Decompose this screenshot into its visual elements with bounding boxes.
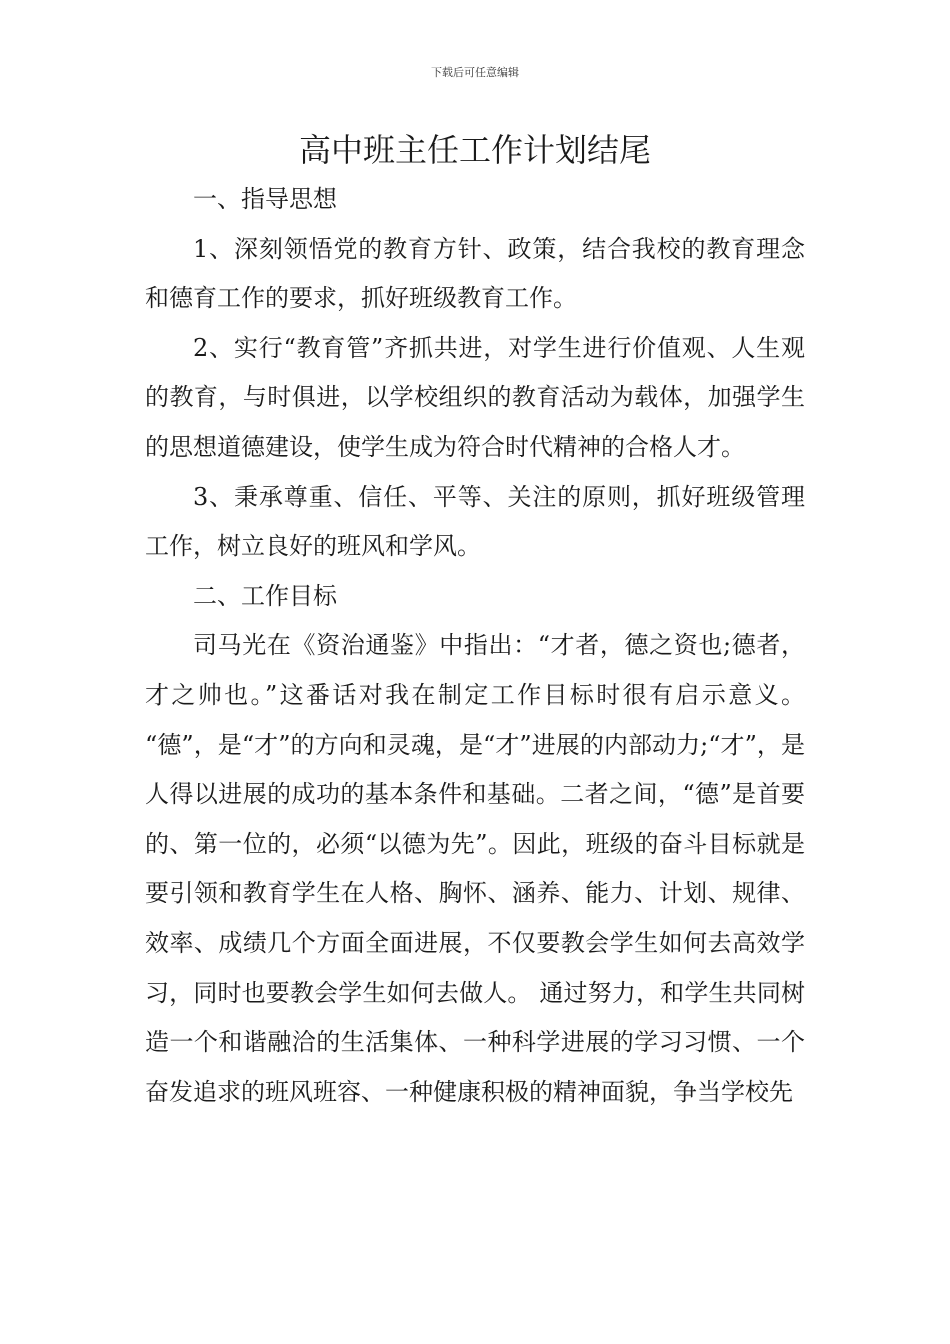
- paragraph-item-1: 1、深刻领悟党的教育方针、政策，结合我校的教育理念和德育工作的要求，抓好班级教育工作。: [145, 234, 805, 313]
- document-body: [145, 175, 805, 1117]
- document-title: 高中班主任工作计划结尾: [298, 131, 651, 169]
- header-note: 下载后可任意编辑: [431, 66, 519, 79]
- paragraph-item-3: 3、秉承尊重、信任、平等、关注的原则，抓好班级管理工作，树立良好的班风和学风。: [145, 482, 805, 561]
- section-heading-guiding-thought: 一、指导思想: [193, 185, 337, 213]
- paragraph-work-goals: 司马光在《资治通鉴》中指出：“才者，德之资也;德者，才之帅也。”这番话对我在制定工作目标时很有启示意义。 “德”，是“才”的方向和灵魂，是“才”进展的内部动力;“才”，是人得以进展的成功的基本条件和基础。二者之间，“德”是首要的、第一位的，必须“以德为先”。因此，班级的奋斗目标就是要引领和教育学生在人格、胸怀、涵养、能力、计划、规律、效率、成绩几个方面全面进展，不仅要教会学生如何去高效学习，同时也要教会学生如何去做人。 通过努力，和学生共同树造一个和谐融洽的生活集体、一种科学进展的学习习惯、一个奋发追求的班风班容、一种健康积极的精神面貌，争当学校先: [145, 631, 805, 1106]
- paragraph-item-2: 2、实行“教育管”齐抓共进，对学生进行价值观、人生观的教育，与时俱进，以学校组织的教育活动为载体，加强学生的思想道德建设，使学生成为符合时代精神的合格人才。: [145, 333, 805, 461]
- section-heading-work-goals: 二、工作目标: [193, 581, 337, 610]
